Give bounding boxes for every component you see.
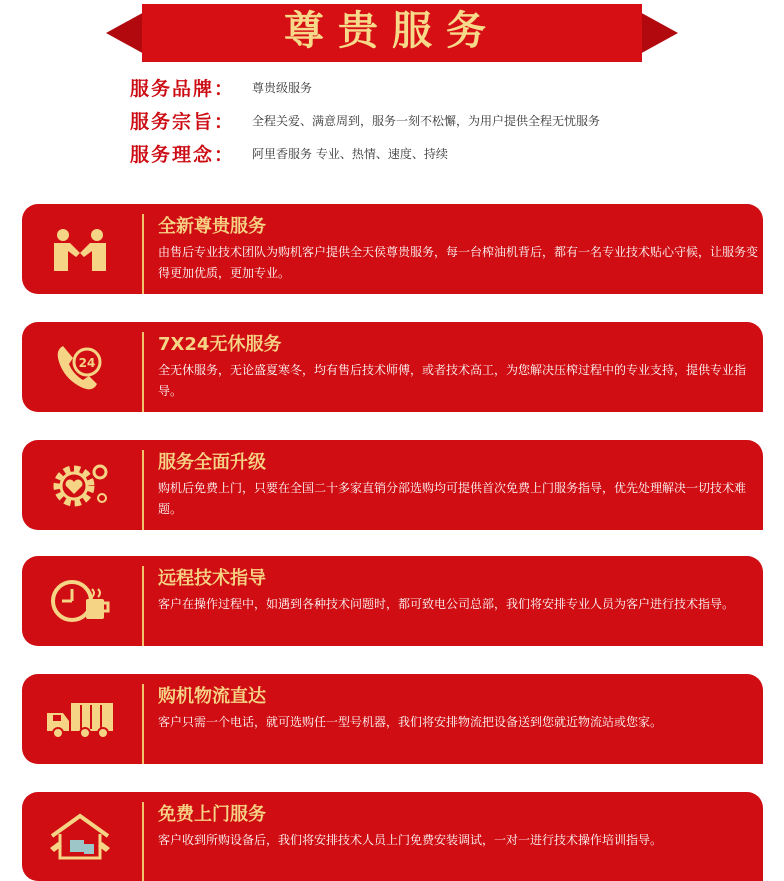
card-description: 购机后免费上门，只要在全国二十多家直销分部选购均可提供首次免费上门服务指导，优先处理解决一切技术难题。 — [158, 481, 747, 516]
phone-24-icon — [30, 322, 130, 412]
svg-text:24: 24 — [78, 356, 96, 370]
card-title: 服务全面升级 — [158, 452, 266, 473]
card-description: 客户收到所购设备后，我们将安排技术人员上门免费安装调试，一对一进行技术操作培训指导。 — [158, 833, 663, 847]
card-divider — [142, 450, 144, 530]
info-row-philosophy — [130, 138, 750, 168]
info-row-brand — [130, 72, 750, 102]
card-title: 7X24无休服务 — [158, 334, 282, 355]
card-title: 全新尊贵服务 — [158, 216, 266, 237]
card-title: 远程技术指导 — [158, 568, 266, 589]
service-card-upgrade — [22, 440, 763, 530]
page-title: 尊贵服务 — [284, 8, 500, 54]
card-divider — [142, 214, 144, 294]
card-description: 客户在操作过程中，如遇到各种技术问题时，都可致电公司总部，我们将安排专业人员为客户进行技术指导。 — [158, 597, 735, 611]
service-card-247 — [22, 322, 763, 412]
card-description: 由售后专业技术团队为购机客户提供全天侯尊贵服务，每一台榨油机背后，都有一名专业技术贴心守候，让服务变得更加优质，更加专业。 — [158, 245, 759, 280]
card-description: 客户只需一个电话，就可选购任一型号机器，我们将安排物流把设备送到您就近物流站或您家。 — [158, 715, 663, 729]
service-card-remote — [22, 556, 763, 646]
info-value: 阿里香服务 专业、热情、速度、持续 — [252, 146, 448, 161]
clock-cup-icon — [30, 556, 130, 646]
card-divider — [142, 332, 144, 412]
info-label: 服务品牌： — [130, 77, 236, 100]
card-title: 免费上门服务 — [158, 804, 266, 825]
service-card-logistics — [22, 674, 763, 764]
gear-heart-icon — [30, 440, 130, 530]
header-banner — [0, 0, 784, 70]
info-label: 服务宗旨： — [130, 110, 236, 133]
card-title: 购机物流直达 — [158, 686, 266, 707]
card-divider — [142, 802, 144, 881]
info-row-purpose — [130, 105, 750, 135]
info-value: 尊贵级服务 — [252, 80, 313, 95]
info-value: 全程关爱、满意周到，服务一刻不松懈，为用户提供全程无忧服务 — [252, 113, 601, 128]
service-card-premium — [22, 204, 763, 294]
card-divider — [142, 566, 144, 646]
house-tools-icon — [30, 792, 130, 881]
handshake-icon — [30, 204, 130, 294]
info-label: 服务理念： — [130, 143, 236, 166]
truck-icon — [30, 674, 130, 764]
card-description: 全无休服务，无论盛夏寒冬，均有售后技术师傅，或者技术高工，为您解决压榨过程中的专业支持，提供专业指导。 — [158, 363, 747, 398]
card-divider — [142, 684, 144, 764]
service-card-onsite — [22, 792, 763, 881]
